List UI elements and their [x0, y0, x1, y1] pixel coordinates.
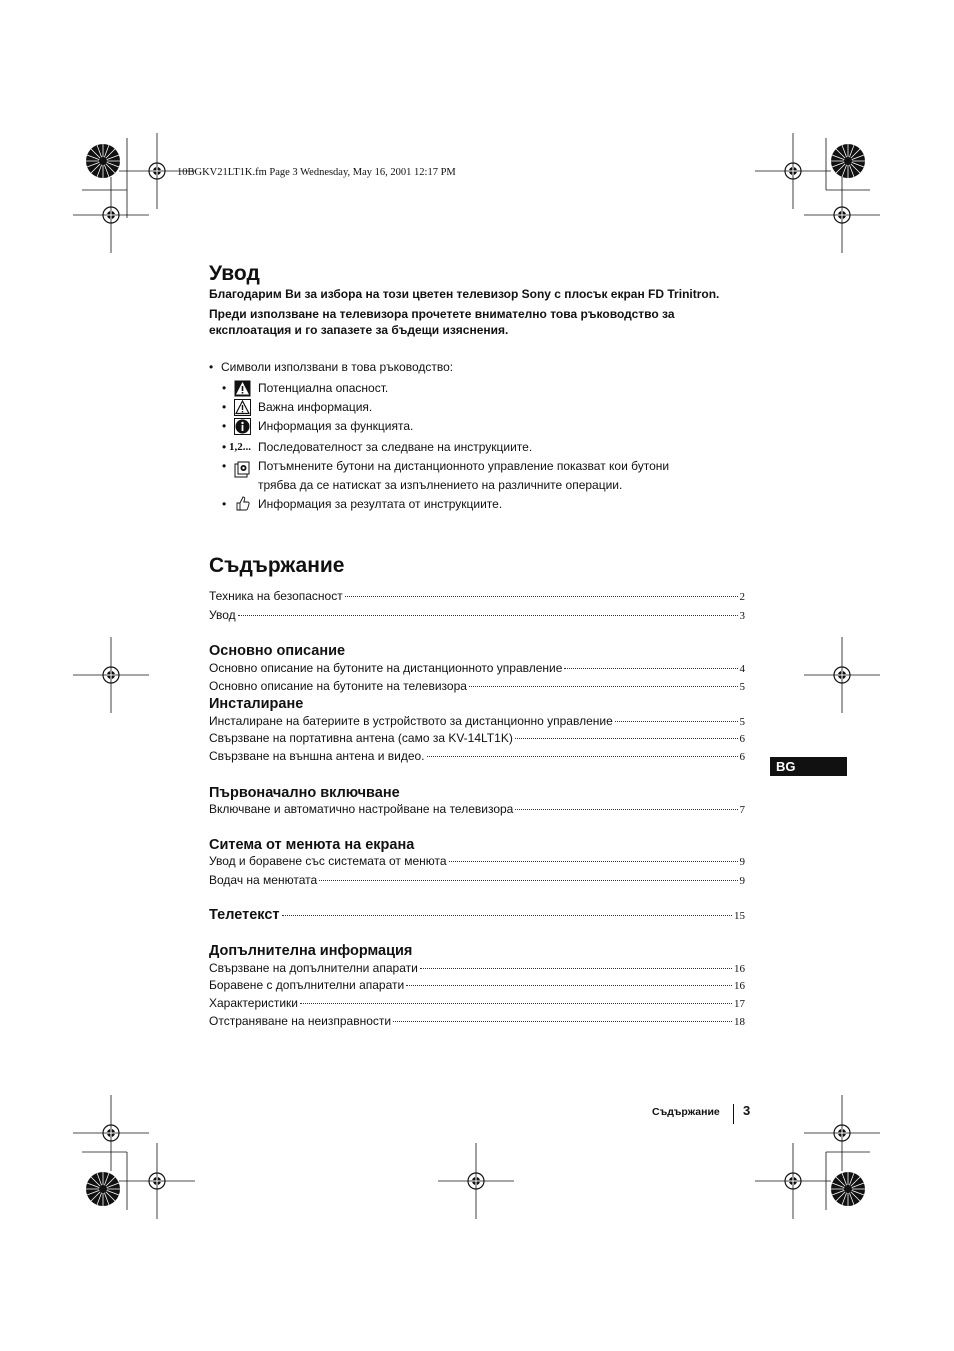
page-number: 3: [743, 1103, 751, 1118]
toc-entry[interactable]: Увод и боравене със системата от менюта 9: [209, 854, 745, 868]
symbol-text: Информация за резултата от инструкциите.: [258, 497, 503, 511]
toc-entry[interactable]: Увод 3: [209, 608, 745, 622]
symbol-text: Последователност за следване на инструкциите.: [258, 440, 533, 454]
toc-entry[interactable]: Свързване на външна антена и видео. 6: [209, 749, 745, 763]
sequence-numbers: 1,2...: [229, 441, 251, 453]
file-header-line: 10BGKV21LT1K.fm Page 3 Wednesday, May 16, 2001 12:17 PM: [177, 167, 456, 178]
toc-entry[interactable]: Свързване на портативна антена (само за KV-14LT1K) 6: [209, 731, 745, 745]
symbol-text: Информация за функцията.: [258, 419, 414, 433]
toc-entry[interactable]: Характеристики 17: [209, 996, 745, 1010]
toc-section-heading: Допълнителна информация: [209, 943, 413, 959]
bullet: •: [209, 360, 214, 374]
intro-title: Увод: [209, 262, 260, 285]
symbol-item: • Потъмнените бутони на дистанционното управление показват кои бутони трябва да се натискат за изпълнението на различните операции.: [222, 459, 670, 492]
toc-section-heading: Първоначално включване: [209, 785, 400, 801]
toc-section-heading: Ситема от менюта на екрана: [209, 837, 415, 853]
thumbs-up-icon: [234, 495, 251, 512]
toc-entry[interactable]: Включване и автоматично настройване на телевизора 7: [209, 802, 745, 816]
symbol-text-continued: трябва да се натискат за изпълнението на различните операции.: [258, 478, 623, 492]
toc-entry[interactable]: Свързване на допълнителни апарати 16: [209, 961, 745, 975]
remote-button-icon: [234, 461, 251, 478]
toc-entry[interactable]: Отстраняване на неизправности 18: [209, 1014, 745, 1028]
warning-triangle-icon: [234, 380, 251, 397]
caution-triangle-icon: [234, 399, 251, 416]
footer-divider: [733, 1104, 734, 1124]
intro-section: [209, 262, 745, 338]
toc-title: Съдържание: [209, 554, 345, 577]
toc-entry[interactable]: Техника на безопасност 2: [209, 589, 745, 603]
info-icon: [234, 418, 251, 435]
toc-entry[interactable]: Боравене с допълнителни апарати 16: [209, 978, 745, 992]
language-tab: BG: [770, 757, 847, 776]
toc-entry[interactable]: Основно описание на бутоните на телевизора 5: [209, 679, 745, 693]
toc-entry[interactable]: Инсталиране на батериите в устройството за дистанционно управление 5: [209, 714, 745, 728]
toc-entry-teletext[interactable]: Телетекст 15: [209, 907, 745, 923]
symbols-intro-text: Символи използвани в това ръководство:: [221, 360, 454, 374]
symbol-text: Потъмнените бутони на дистанционното управление показват кои бутони: [258, 459, 670, 473]
intro-paragraph-2: Преди използване на телевизора прочетете внимателно това ръководство за експлоатация и го запазете за бъдещи изяснения.: [209, 307, 675, 337]
footer-section-label: Съдържание: [652, 1106, 720, 1118]
symbol-text: Важна информация.: [258, 400, 373, 414]
symbol-text: Потенциална опасност.: [258, 381, 389, 395]
intro-paragraph-1: Благодарим Ви за избора на този цветен телевизор Sony с плосък екран FD Trinitron.: [209, 287, 720, 301]
toc-section-heading: Инсталиране: [209, 696, 304, 712]
toc-entry[interactable]: Основно описание на бутоните на дистанционното управление 4: [209, 661, 745, 675]
toc-entry[interactable]: Водач на менютата 9: [209, 873, 745, 887]
toc-section-heading: Основно описание: [209, 643, 346, 659]
